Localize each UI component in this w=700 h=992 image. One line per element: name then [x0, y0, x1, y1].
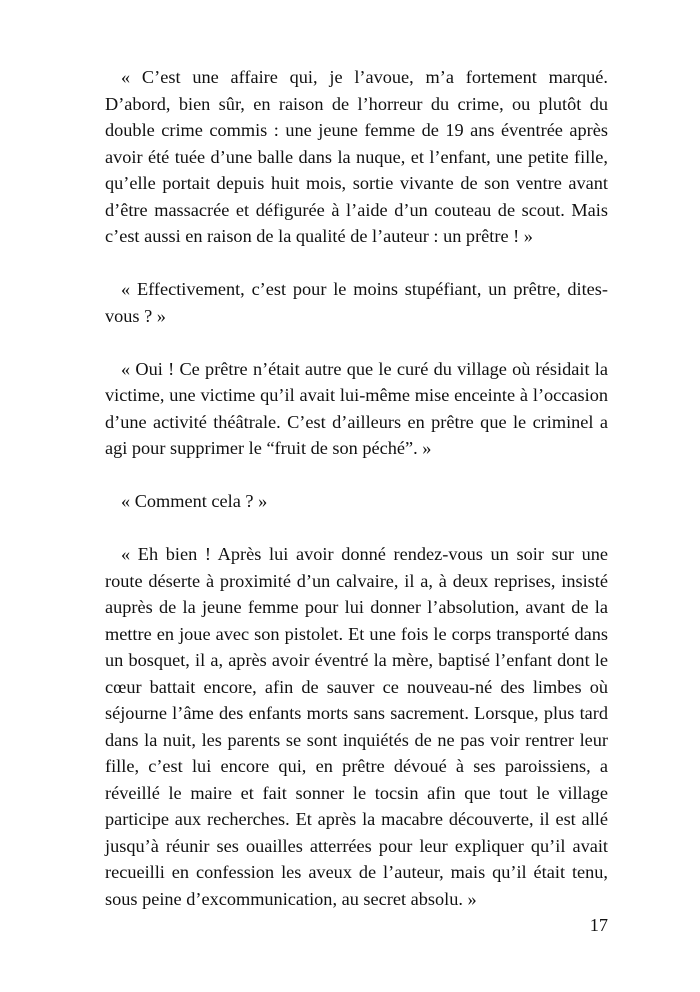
- paragraph-5: « Eh bien ! Après lui avoir donné rendez-vous un soir sur une route déserte à proximité d’un calvaire, il a, à deux reprises, insisté auprès de la jeune femme pour lui donner l’absolution, avant de la mettre en joue avec son pistolet. Et une fois le corps transporté dans un bosquet, il a, après avoir éventré la mère, baptisé l’enfant dont le cœur battait encore, afin de sauver ce nouveau-né des limbes où séjourne l’âme des enfants morts sans sacrement. Lorsque, plus tard dans la nuit, les parents se sont inquiétés de ne pas voir rentrer leur fille, c’est lui encore qui, en prêtre dévoué à ses paroissiens, a réveillé le maire et fait sonner le tocsin afin que tout le village participe aux recherches. Et après la macabre découverte, il est allé jusqu’à réunir ses ouailles atterrées pour leur expliquer qu’il avait recueilli en confession les aveux de l’auteur, mais qu’il était tenu, sous peine d’excommunication, au secret absolu. »: [105, 544, 608, 909]
- paragraph-2: « Effectivement, c’est pour le moins stupéfiant, un prêtre, dites-vous ? »: [105, 279, 608, 326]
- paragraph-1: « C’est une affaire qui, je l’avoue, m’a fortement marqué. D’abord, bien sûr, en raison de l’horreur du crime, ou plutôt du double crime commis : une jeune femme de 19 ans éventrée après avoir été tuée d’une balle dans la nuque, et l’enfant, une petite fille, qu’elle portait depuis huit mois, sortie vivante de son ventre avant d’être massacrée et défigurée à l’aide d’un couteau de scout. Mais c’est aussi en raison de la qualité de l’auteur : un prêtre ! »: [105, 67, 608, 246]
- paragraph-3: « Oui ! Ce prêtre n’était autre que le curé du village où résidait la victime, une victime qu’il avait lui-même mise enceinte à l’occasion d’une activité théâtrale. C’est d’ailleurs en prêtre que le criminel a agi pour supprimer le “fruit de son péché”. »: [105, 358, 608, 458]
- body-text: [105, 64, 608, 912]
- page-number: 17: [589, 915, 608, 935]
- paragraph-4: « Comment cela ? »: [121, 491, 268, 511]
